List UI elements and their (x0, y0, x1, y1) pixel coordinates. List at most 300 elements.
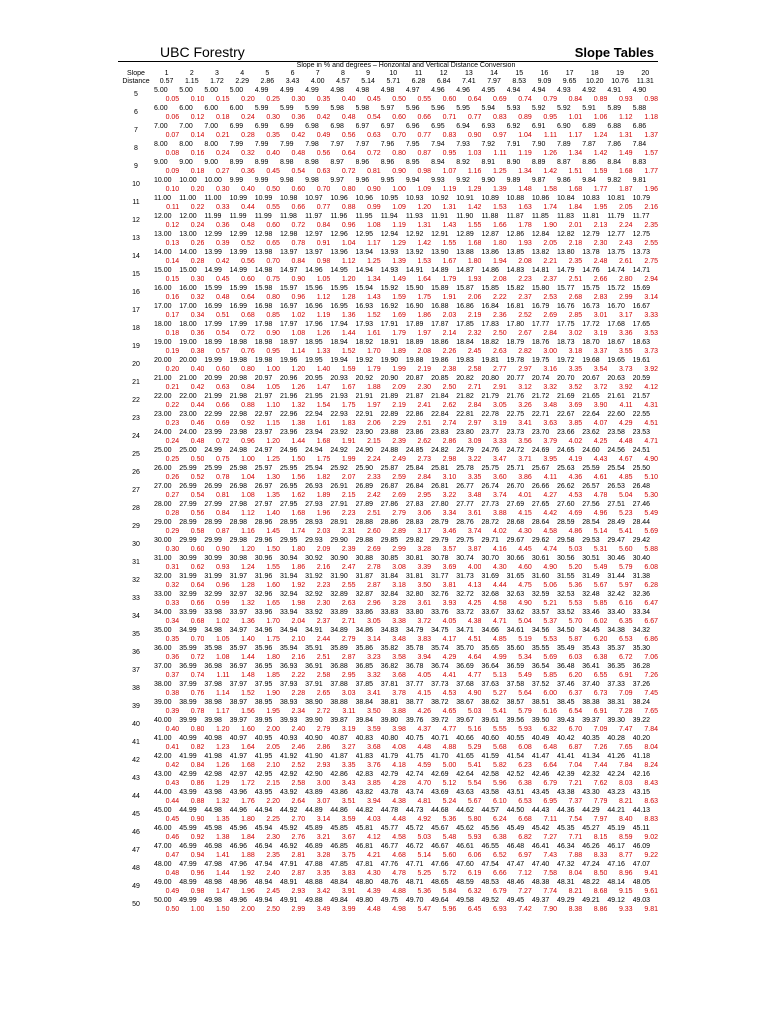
vertical-distance-cell: 5.12 (442, 779, 457, 787)
vertical-distance-cell: 4.38 (392, 797, 406, 805)
vertical-distance-cell: 4.11 (543, 473, 557, 481)
horizontal-distance-cell: 11.90 (456, 212, 474, 220)
horizontal-distance-cell: 28.00 (154, 500, 172, 508)
vertical-distance-cell: 0.70 (266, 257, 280, 265)
horizontal-distance-cell: 49.37 (531, 896, 550, 904)
horizontal-distance-cell: 11.00 (204, 194, 222, 202)
horizontal-distance-cell: 38.93 (279, 698, 298, 706)
vertical-distance-cell: 2.15 (266, 779, 280, 787)
horizontal-distance-cell: 17.96 (305, 320, 323, 328)
horizontal-distance-cell: 7.97 (355, 140, 370, 148)
table-row (118, 221, 658, 230)
vertical-distance-cell: 7.71 (568, 833, 583, 841)
vertical-distance-cell: 3.42 (316, 887, 331, 895)
vertical-distance-cell: 6.08 (644, 563, 658, 571)
vertical-distance-cell: 3.28 (417, 545, 432, 553)
horizontal-distance-cell: 37.46 (557, 680, 575, 688)
horizontal-distance-cell: 29.67 (506, 536, 525, 544)
horizontal-distance-cell: 20.70 (557, 374, 575, 382)
horizontal-distance-cell: 29.71 (481, 536, 499, 544)
horizontal-distance-cell: 4.94 (506, 86, 521, 94)
vertical-distance-cell: 3.78 (392, 689, 406, 697)
table-row (118, 392, 658, 401)
vertical-distance-cell: 0.48 (215, 293, 230, 301)
horizontal-distance-cell: 7.99 (229, 140, 244, 148)
table-row (118, 599, 658, 608)
vertical-distance-cell: 0.12 (165, 221, 180, 229)
vertical-distance-cell: 3.69 (568, 401, 583, 409)
horizontal-distance-cell: 46.77 (380, 842, 399, 850)
vertical-distance-cell: 0.94 (190, 851, 205, 859)
vertical-distance-cell: 4.18 (392, 761, 406, 769)
vertical-distance-cell: 1.04 (241, 473, 255, 481)
horizontal-distance-cell: 49.88 (305, 896, 323, 904)
vertical-distance-cell: 3.48 (392, 635, 406, 643)
vertical-distance-cell: 0.47 (165, 851, 180, 859)
vertical-distance-cell: 8.21 (568, 887, 583, 895)
horizontal-distance-cell: 40.98 (204, 734, 222, 742)
horizontal-distance-cell: 21.99 (204, 392, 222, 400)
vertical-distance-cell: 0.91 (316, 239, 331, 247)
horizontal-distance-cell: 21.96 (279, 392, 298, 400)
vertical-distance-cell: 2.83 (593, 293, 608, 301)
horizontal-distance-cell: 48.88 (305, 878, 323, 886)
vertical-distance-cell: 0.66 (190, 599, 205, 607)
vertical-distance-cell: 0.40 (341, 95, 356, 103)
vertical-distance-cell: 6.53 (618, 635, 633, 643)
vertical-distance-cell: 1.20 (417, 203, 432, 211)
horizontal-distance-cell: 5.92 (531, 104, 546, 112)
vertical-distance-cell: 6.16 (618, 599, 633, 607)
horizontal-distance-cell: 41.83 (355, 752, 374, 760)
vertical-distance-cell: 6.37 (568, 689, 583, 697)
horizontal-distance-cell: 40.95 (254, 734, 273, 742)
horizontal-distance-cell: 7.96 (380, 140, 395, 148)
vertical-distance-cell: 4.13 (467, 581, 482, 589)
horizontal-distance-cell: 8.83 (632, 158, 647, 166)
horizontal-distance-cell: 8.84 (607, 158, 621, 166)
horizontal-distance-cell: 7.99 (279, 140, 294, 148)
vertical-distance-cell: 5.36 (417, 887, 432, 895)
vertical-distance-cell: 0.20 (241, 95, 255, 103)
vertical-distance-cell: 0.60 (392, 113, 406, 121)
vertical-distance-cell: 5.21 (543, 599, 557, 607)
vertical-distance-cell: 0.52 (241, 239, 255, 247)
vertical-distance-cell: 4.02 (568, 437, 583, 445)
horizontal-distance-cell: 19.99 (204, 356, 222, 364)
horizontal-distance-cell: 32.68 (481, 590, 499, 598)
vertical-distance-cell: 7.11 (543, 815, 557, 823)
horizontal-distance-cell: 17.00 (154, 302, 172, 310)
vertical-distance-cell: 0.88 (341, 203, 356, 211)
horizontal-distance-cell: 17.99 (229, 320, 248, 328)
horizontal-distance-cell: 5.91 (582, 104, 596, 112)
slope-percent-header: 6 (290, 70, 295, 77)
horizontal-distance-cell: 31.90 (330, 572, 348, 580)
vertical-distance-cell: 0.08 (165, 149, 180, 157)
vertical-distance-cell: 0.26 (165, 473, 180, 481)
vertical-distance-cell: 0.74 (190, 671, 205, 679)
horizontal-distance-cell: 9.97 (330, 176, 344, 184)
vertical-distance-cell: 0.98 (417, 167, 432, 175)
vertical-distance-cell: 6.93 (493, 905, 507, 913)
vertical-distance-cell: 2.58 (291, 779, 306, 787)
horizontal-distance-cell: 44.96 (229, 806, 248, 814)
horizontal-distance-cell: 17.75 (557, 320, 575, 328)
horizontal-distance-cell: 49.00 (154, 878, 172, 886)
horizontal-distance-cell: 9.99 (254, 176, 269, 184)
vertical-distance-cell: 2.10 (291, 635, 306, 643)
vertical-distance-cell: 1.68 (291, 509, 306, 517)
table-row (118, 608, 658, 617)
vertical-distance-cell: 0.40 (165, 725, 180, 733)
horizontal-distance-cell: 30.70 (481, 554, 499, 562)
horizontal-distance-cell: 37.26 (632, 680, 651, 688)
horizontal-distance-cell: 30.98 (229, 554, 248, 562)
vertical-distance-cell: 2.05 (618, 203, 633, 211)
vertical-distance-cell: 4.36 (568, 473, 583, 481)
horizontal-distance-cell: 7.94 (431, 140, 445, 148)
slope-percent-header: 8 (340, 70, 345, 77)
horizontal-distance-cell: 33.86 (355, 608, 374, 616)
vertical-distance-cell: 0.32 (190, 293, 205, 301)
vertical-distance-cell: 1.43 (442, 221, 457, 229)
vertical-distance-cell: 6.24 (493, 815, 507, 823)
horizontal-distance-cell: 5.99 (305, 104, 319, 112)
horizontal-distance-cell: 34.50 (557, 626, 575, 634)
vertical-distance-cell: 1.51 (568, 167, 583, 175)
vertical-distance-cell: 2.29 (392, 419, 406, 427)
horizontal-distance-cell: 39.80 (380, 716, 399, 724)
horizontal-distance-cell: 8.89 (531, 158, 546, 166)
distance-value: 10 (132, 181, 140, 188)
vertical-distance-cell: 3.35 (341, 761, 356, 769)
vertical-distance-cell: 3.58 (392, 653, 406, 661)
table-row (118, 437, 658, 446)
vertical-distance-cell: 1.33 (316, 347, 331, 355)
vertical-distance-cell: 3.57 (442, 545, 457, 553)
horizontal-distance-cell: 35.89 (330, 644, 348, 652)
vertical-distance-cell: 1.80 (493, 239, 507, 247)
vertical-distance-cell: 2.40 (266, 869, 280, 877)
horizontal-distance-cell: 24.65 (557, 446, 575, 454)
horizontal-distance-cell: 37.91 (305, 680, 323, 688)
vertical-distance-cell: 1.17 (367, 239, 381, 247)
vertical-distance-cell: 4.77 (467, 671, 482, 679)
horizontal-distance-cell: 20.90 (380, 374, 399, 382)
table-row (118, 896, 658, 905)
vertical-distance-cell: 3.60 (493, 473, 507, 481)
horizontal-distance-cell: 27.80 (431, 500, 449, 508)
vertical-distance-cell: 0.96 (291, 293, 306, 301)
horizontal-distance-cell: 39.99 (179, 716, 197, 724)
horizontal-distance-cell: 42.69 (431, 770, 449, 778)
horizontal-distance-cell: 37.81 (380, 680, 399, 688)
horizontal-distance-cell: 18.00 (179, 320, 197, 328)
vertical-distance-cell: 1.42 (417, 239, 432, 247)
slope-percent-header: 3 (215, 70, 219, 77)
vertical-distance-cell: 1.47 (215, 887, 230, 895)
vertical-distance-cell: 0.64 (241, 293, 255, 301)
vertical-distance-cell: 1.39 (392, 257, 406, 265)
vertical-distance-cell: 2.04 (291, 617, 306, 625)
horizontal-distance-cell: 12.86 (506, 230, 525, 238)
vertical-distance-cell: 0.70 (316, 185, 331, 193)
table-row (118, 689, 658, 698)
horizontal-distance-cell: 7.86 (607, 140, 621, 148)
table-row (118, 806, 658, 815)
horizontal-distance-cell: 33.76 (431, 608, 449, 616)
horizontal-distance-cell: 13.93 (380, 248, 399, 256)
horizontal-distance-cell: 36.78 (405, 662, 424, 670)
vertical-distance-cell: 1.14 (215, 689, 230, 697)
horizontal-distance-cell: 29.00 (154, 518, 172, 526)
table-row (118, 590, 658, 599)
horizontal-distance-cell: 9.86 (557, 176, 571, 184)
horizontal-distance-cell: 35.55 (531, 644, 550, 652)
vertical-distance-cell: 5.85 (543, 671, 557, 679)
horizontal-distance-cell: 39.84 (355, 716, 374, 724)
vertical-distance-cell: 1.58 (543, 185, 557, 193)
horizontal-distance-cell: 23.00 (154, 410, 172, 418)
table-row (118, 230, 658, 239)
horizontal-distance-cell: 28.96 (254, 518, 273, 526)
table-row (118, 131, 658, 140)
horizontal-distance-cell: 13.99 (229, 248, 248, 256)
horizontal-distance-cell: 49.64 (431, 896, 449, 904)
horizontal-distance-cell: 36.64 (481, 662, 499, 670)
horizontal-distance-cell: 37.77 (405, 680, 424, 688)
horizontal-distance-cell: 49.03 (632, 896, 651, 904)
vertical-distance-cell: 2.85 (568, 311, 583, 319)
vertical-distance-cell: 2.59 (392, 473, 406, 481)
horizontal-distance-cell: 21.87 (405, 392, 424, 400)
horizontal-distance-cell: 40.90 (305, 734, 323, 742)
horizontal-distance-cell: 4.94 (531, 86, 546, 94)
horizontal-distance-cell: 8.94 (431, 158, 445, 166)
horizontal-distance-cell: 40.99 (179, 734, 197, 742)
horizontal-distance-cell: 34.99 (179, 626, 197, 634)
vertical-distance-cell: 0.90 (467, 131, 482, 139)
horizontal-distance-cell: 18.92 (355, 338, 374, 346)
vertical-distance-cell: 6.97 (518, 851, 532, 859)
vertical-distance-cell: 3.73 (618, 365, 633, 373)
horizontal-distance-cell: 43.51 (506, 788, 525, 796)
horizontal-distance-cell: 21.65 (582, 392, 600, 400)
horizontal-distance-cell: 49.70 (405, 896, 424, 904)
vertical-distance-cell: 6.79 (543, 779, 557, 787)
vertical-distance-cell: 2.65 (316, 689, 331, 697)
horizontal-distance-cell: 42.83 (355, 770, 374, 778)
vertical-distance-cell: 1.40 (241, 635, 255, 643)
vertical-distance-cell: 0.77 (467, 113, 482, 121)
horizontal-distance-cell: 43.58 (481, 788, 499, 796)
vertical-distance-cell: 0.78 (215, 473, 230, 481)
horizontal-distance-cell: 13.92 (405, 248, 424, 256)
slope-percent-header: 5 (265, 70, 270, 77)
horizontal-distance-cell: 14.96 (305, 266, 323, 274)
vertical-distance-cell: 1.80 (241, 815, 255, 823)
horizontal-distance-cell: 42.24 (607, 770, 625, 778)
vertical-distance-cell: 2.36 (493, 311, 507, 319)
horizontal-distance-cell: 27.97 (254, 500, 273, 508)
vertical-distance-cell: 0.42 (215, 257, 230, 265)
vertical-distance-cell: 0.84 (241, 383, 255, 391)
distance-value: 42 (132, 757, 140, 764)
vertical-distance-cell: 5.41 (467, 761, 482, 769)
vertical-distance-cell: 1.62 (291, 491, 306, 499)
horizontal-distance-cell: 11.88 (481, 212, 499, 220)
horizontal-distance-cell: 35.60 (506, 644, 525, 652)
horizontal-distance-cell: 18.95 (305, 338, 323, 346)
table-row (118, 635, 658, 644)
vertical-distance-cell: 3.33 (493, 437, 507, 445)
horizontal-distance-cell: 47.94 (254, 860, 273, 868)
horizontal-distance-cell: 34.83 (380, 626, 399, 634)
horizontal-distance-cell: 14.87 (456, 266, 474, 274)
horizontal-distance-cell: 43.45 (531, 788, 550, 796)
vertical-distance-cell: 5.47 (417, 905, 432, 913)
horizontal-distance-cell: 21.79 (481, 392, 499, 400)
vertical-distance-cell: 3.54 (593, 365, 608, 373)
vertical-distance-cell: 1.74 (291, 527, 306, 535)
vertical-distance-cell: 0.96 (215, 581, 230, 589)
horizontal-distance-cell: 23.86 (405, 428, 424, 436)
vertical-distance-cell: 4.65 (442, 707, 457, 715)
horizontal-distance-cell: 32.99 (204, 590, 222, 598)
vertical-distance-cell: 0.29 (165, 527, 180, 535)
table-row (118, 563, 658, 572)
table-row (118, 248, 658, 257)
horizontal-distance-cell: 29.88 (355, 536, 374, 544)
vertical-distance-cell: 5.96 (442, 905, 457, 913)
horizontal-distance-cell: 12.95 (355, 230, 374, 238)
horizontal-distance-cell: 44.62 (456, 806, 474, 814)
horizontal-distance-cell: 15.69 (632, 284, 651, 292)
horizontal-distance-cell: 15.94 (355, 284, 374, 292)
slope-percent-header: 15 (515, 70, 524, 77)
horizontal-distance-cell: 29.79 (431, 536, 449, 544)
vertical-distance-cell: 4.45 (518, 545, 532, 553)
vertical-distance-cell: 5.93 (467, 833, 482, 841)
horizontal-distance-cell: 42.79 (380, 770, 399, 778)
vertical-distance-cell: 5.36 (442, 815, 457, 823)
vertical-distance-cell: 1.42 (467, 203, 482, 211)
vertical-distance-cell: 1.67 (341, 383, 356, 391)
horizontal-distance-cell: 45.11 (632, 824, 650, 832)
vertical-distance-cell: 2.07 (341, 473, 356, 481)
horizontal-distance-cell: 4.99 (279, 86, 294, 94)
horizontal-distance-cell: 29.95 (279, 536, 298, 544)
horizontal-distance-cell: 42.95 (254, 770, 273, 778)
vertical-distance-cell: 1.44 (241, 653, 255, 661)
horizontal-distance-cell: 48.59 (456, 878, 474, 886)
vertical-distance-cell: 2.49 (392, 455, 406, 463)
horizontal-distance-cell: 49.21 (582, 896, 600, 904)
horizontal-distance-cell: 25.00 (179, 446, 197, 454)
horizontal-distance-cell: 36.97 (229, 662, 248, 670)
horizontal-distance-cell: 49.75 (380, 896, 399, 904)
table-row (118, 509, 658, 518)
vertical-distance-cell: 1.75 (417, 293, 432, 301)
horizontal-distance-cell: 27.73 (481, 500, 499, 508)
vertical-distance-cell: 4.39 (367, 887, 381, 895)
horizontal-distance-cell: 45.92 (279, 824, 298, 832)
horizontal-distance-cell: 38.84 (355, 698, 374, 706)
vertical-distance-cell: 2.24 (618, 221, 633, 229)
vertical-distance-cell: 1.28 (241, 581, 255, 589)
horizontal-distance-cell: 46.26 (582, 842, 600, 850)
vertical-distance-cell: 1.29 (392, 239, 406, 247)
vertical-distance-cell: 4.27 (543, 491, 557, 499)
vertical-distance-cell: 4.12 (644, 383, 658, 391)
horizontal-distance-cell: 14.94 (355, 266, 374, 274)
vertical-distance-cell: 0.80 (241, 365, 255, 373)
vertical-distance-cell: 0.75 (215, 455, 230, 463)
horizontal-distance-cell: 32.59 (531, 590, 550, 598)
horizontal-distance-cell: 45.00 (154, 806, 172, 814)
horizontal-distance-cell: 46.85 (330, 842, 348, 850)
horizontal-distance-cell: 25.90 (355, 464, 374, 472)
vertical-distance-cell: 1.44 (341, 329, 356, 337)
vertical-distance-cell: 4.85 (618, 473, 633, 481)
horizontal-distance-cell: 24.92 (330, 446, 348, 454)
horizontal-distance-cell: 32.48 (582, 590, 600, 598)
distance-value: 49 (132, 883, 140, 890)
horizontal-distance-cell: 16.99 (229, 302, 248, 310)
horizontal-distance-cell: 47.07 (632, 860, 651, 868)
vertical-distance-cell: 1.68 (568, 185, 583, 193)
horizontal-distance-cell: 34.32 (632, 626, 651, 634)
horizontal-distance-cell: 33.83 (380, 608, 399, 616)
horizontal-distance-cell: 18.84 (456, 338, 474, 346)
horizontal-distance-cell: 29.58 (557, 536, 575, 544)
vertical-distance-cell: 3.35 (316, 869, 331, 877)
vertical-distance-cell: 2.24 (367, 455, 381, 463)
vertical-distance-cell: 3.05 (493, 401, 507, 409)
slope-percent-header: 9 (366, 70, 371, 77)
vertical-distance-cell: 7.09 (618, 689, 633, 697)
vertical-distance-cell: 1.19 (518, 149, 532, 157)
vertical-distance-cell: 2.46 (291, 743, 306, 751)
vertical-distance-cell: 0.44 (241, 203, 255, 211)
horizontal-distance-cell: 33.52 (557, 608, 575, 616)
horizontal-distance-cell: 31.77 (431, 572, 449, 580)
vertical-distance-cell: 2.30 (316, 599, 331, 607)
vertical-distance-cell: 1.68 (618, 167, 633, 175)
horizontal-distance-cell: 30.46 (607, 554, 625, 562)
horizontal-distance-cell: 35.86 (355, 644, 374, 652)
vertical-distance-cell: 0.52 (190, 473, 205, 481)
vertical-distance-cell: 0.60 (241, 275, 255, 283)
vertical-distance-cell: 3.19 (341, 725, 356, 733)
vertical-distance-cell: 1.70 (367, 347, 381, 355)
vertical-distance-cell: 2.25 (266, 815, 280, 823)
vertical-distance-cell: 4.71 (644, 437, 658, 445)
vertical-distance-cell: 2.19 (392, 401, 406, 409)
horizontal-distance-cell: 22.81 (456, 410, 474, 418)
vertical-distance-cell: 6.72 (618, 653, 633, 661)
horizontal-distance-cell: 45.19 (607, 824, 625, 832)
horizontal-distance-cell: 10.79 (632, 194, 651, 202)
horizontal-distance-cell: 20.67 (582, 374, 600, 382)
vertical-distance-cell: 5.00 (442, 761, 457, 769)
vertical-distance-cell: 1.05 (266, 383, 280, 391)
vertical-distance-cell: 7.04 (568, 761, 583, 769)
horizontal-distance-cell: 24.88 (380, 446, 399, 454)
vertical-distance-cell: 0.90 (266, 329, 280, 337)
slope-degree-header: 1.72 (210, 78, 224, 85)
